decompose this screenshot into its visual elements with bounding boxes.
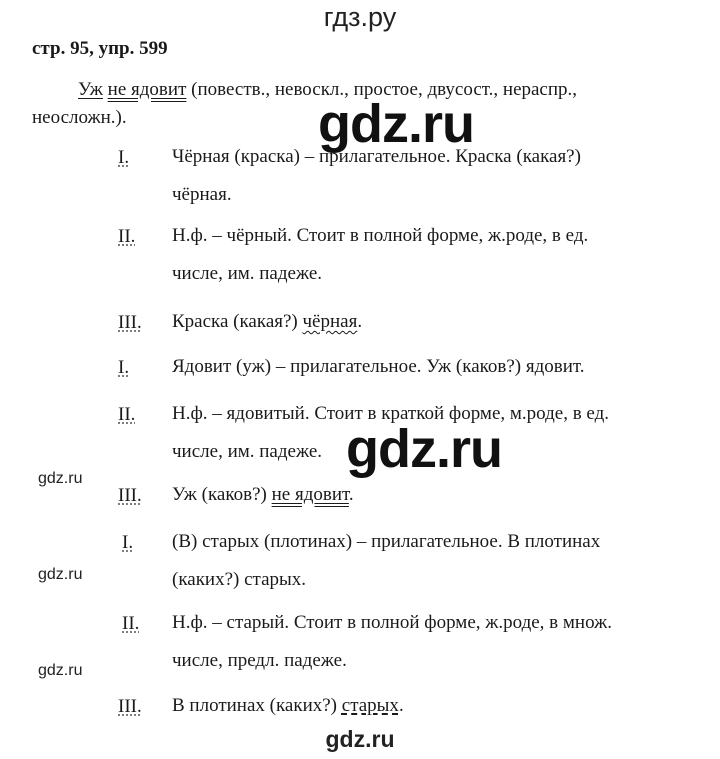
- parse-step-text: В плотинах (каких?) старых.: [172, 695, 404, 716]
- step-number: I.: [122, 532, 134, 553]
- watermark-small: gdz.ru: [38, 470, 83, 487]
- step-number: III.: [118, 485, 142, 506]
- parse-step-text: Н.ф. – старый. Стоит в полной форме, ж.роде, в множ. числе, предл. падеже.: [172, 612, 612, 671]
- step-number: III.: [118, 696, 142, 717]
- sentence-predicate: не ядовит: [107, 79, 187, 100]
- watermark-logo: gdz.ru: [346, 419, 502, 479]
- footer-site: gdz.ru: [325, 726, 395, 752]
- step-number: I.: [118, 147, 130, 168]
- parse-step-text: Н.ф. – чёрный. Стоит в полной форме, ж.роде, в ед. числе, им. падеже.: [172, 225, 589, 284]
- step-number: II.: [118, 404, 136, 425]
- parse-step-text: Чёрная (краска) – прилагательное. Краска (какая?) чёрная.: [172, 146, 581, 205]
- step-number: I.: [118, 357, 130, 378]
- watermark-logo: gdz.ru: [318, 94, 474, 154]
- parse-step-text: Ядовит (уж) – прилагательное. Уж (каков?) ядовит.: [172, 356, 585, 377]
- step-number: III.: [118, 312, 142, 333]
- watermark-small: gdz.ru: [38, 566, 83, 583]
- step-number: II.: [122, 613, 140, 634]
- step-number: II.: [118, 226, 136, 247]
- sentence-characteristics: (повеств., невоскл., простое, двусост., нераспр.,: [186, 79, 578, 100]
- sentence-characteristics-cont: неосложн.).: [32, 107, 127, 128]
- role-in-sentence: чёрная: [302, 311, 358, 332]
- watermark-small: gdz.ru: [38, 662, 83, 679]
- parse-step-text: (В) старых (плотинах) – прилагательное. В плотинах (каких?) старых.: [172, 531, 601, 590]
- parse-step-text: Н.ф. – ядовитый. Стоит в краткой форме, м.роде, в ед. числе, им. падеже.: [172, 403, 610, 462]
- parse-step-text: Уж (каков?) не ядовит.: [172, 484, 354, 505]
- parse-step-text: Краска (какая?) чёрная.: [172, 311, 363, 332]
- role-in-sentence: не ядовит: [271, 484, 349, 505]
- site-header: гдз.ру: [323, 2, 397, 32]
- exercise-heading: стр. 95, упр. 599: [32, 38, 168, 59]
- role-in-sentence: старых: [341, 695, 399, 716]
- sentence-subject: Уж: [78, 79, 103, 100]
